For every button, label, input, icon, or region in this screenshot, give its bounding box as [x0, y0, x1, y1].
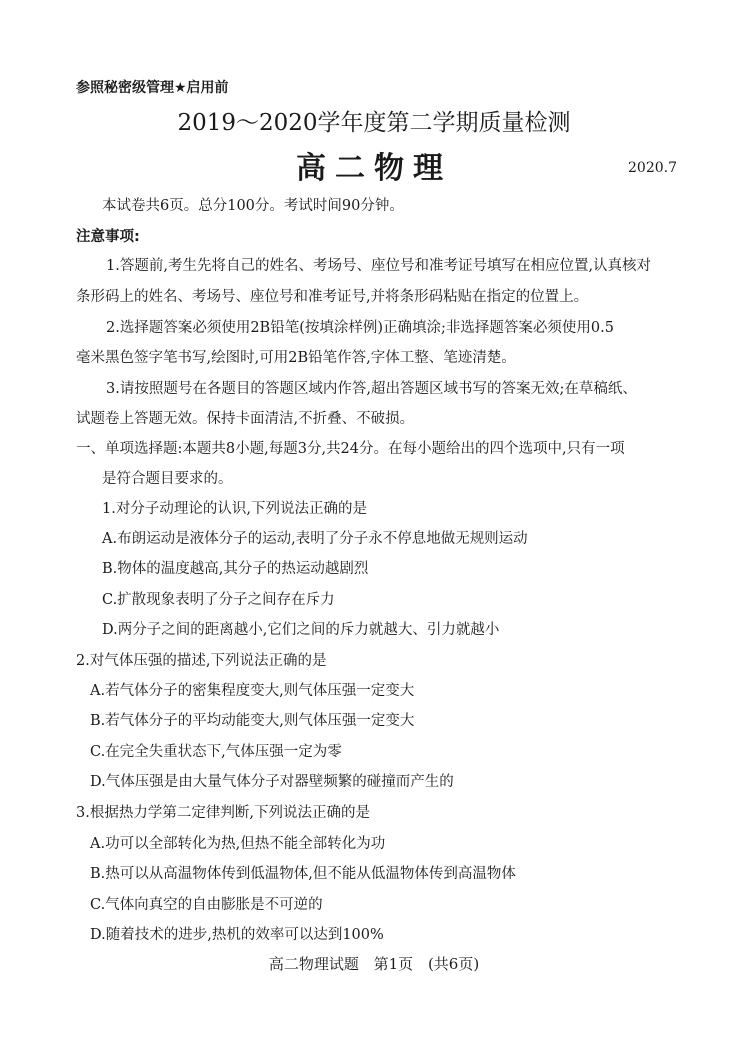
question-stem: 1.对分子动理论的认识,下列说法正确的是 [102, 501, 367, 517]
section-heading-line: 一、单项选择题:本题共8小题,每题3分,共24分。在每小题给出的四个选项中,只有一项 [76, 441, 625, 457]
subject-title: 高二物理 [296, 151, 452, 186]
exam-intro: 本试卷共6页。总分100分。考试时间90分钟。 [102, 198, 404, 214]
note-line: 条形码上的姓名、考场号、座位号和准考证号,并将条形码粘贴在指定的位置上。 [76, 289, 589, 305]
question-option: D.随着技术的进步,热机的效率可以达到100% [90, 927, 384, 943]
footer-title: 高二物理试题 [268, 955, 359, 973]
question-option: D.气体压强是由大量气体分子对器壁频繁的碰撞而产生的 [90, 774, 454, 790]
exam-title: 2019～2020学年度第二学期质量检测 [177, 110, 571, 136]
question-option: C.气体向真空的自由膨胀是不可逆的 [90, 897, 323, 913]
page-footer [0, 953, 748, 974]
question-option: B.物体的温度越高,其分子的热运动越剧烈 [102, 561, 369, 577]
question-option: C.扩散现象表明了分子之间存在斥力 [102, 592, 335, 608]
question-option: A.若气体分子的密集程度变大,则气体压强一定变大 [90, 683, 415, 699]
classification-label: 参照秘密级管理★启用前 [76, 80, 229, 96]
note-line: 试题卷上答题无效。保持卡面清洁,不折叠、不破损。 [76, 411, 415, 427]
note-line: 3.请按照题号在各题目的答题区域内作答,超出答题区域书写的答案无效;在草稿纸、 [106, 381, 637, 397]
exam-date: 2020.7 [628, 160, 677, 176]
question-option: B.若气体分子的平均动能变大,则气体压强一定变大 [90, 713, 415, 729]
question-option: A.功可以全部转化为热,但热不能全部转化为功 [90, 836, 386, 852]
footer-total-pages: (共6页) [427, 955, 480, 973]
question-option: C.在完全失重状态下,气体压强一定为零 [90, 744, 342, 760]
note-line: 1.答题前,考生先将自己的姓名、考场号、座位号和准考证号填写在相应位置,认真核对 [106, 258, 652, 274]
question-option: A.布朗运动是液体分子的运动,表明了分子永不停息地做无规则运动 [102, 531, 528, 547]
note-line: 2.选择题答案必须使用2B铅笔(按填涂样例)正确填涂;非选择题答案必须使用0.5 [106, 320, 614, 336]
note-line: 毫米黑色签字笔书写,绘图时,可用2B铅笔作答,字体工整、笔迹清楚。 [76, 350, 516, 366]
question-option: B.热可以从高温物体传到低温物体,但不能从低温物体传到高温物体 [90, 866, 516, 882]
section-heading-line: 是符合题目要求的。 [102, 471, 233, 487]
question-option: D.两分子之间的距离越小,它们之间的斥力就越大、引力就越小 [102, 622, 500, 638]
notes-heading: 注意事项: [76, 229, 140, 245]
footer-page-number: 第1页 [373, 955, 414, 973]
question-stem: 3.根据热力学第二定律判断,下列说法正确的是 [76, 805, 370, 821]
question-stem: 2.对气体压强的描述,下列说法正确的是 [76, 653, 327, 669]
